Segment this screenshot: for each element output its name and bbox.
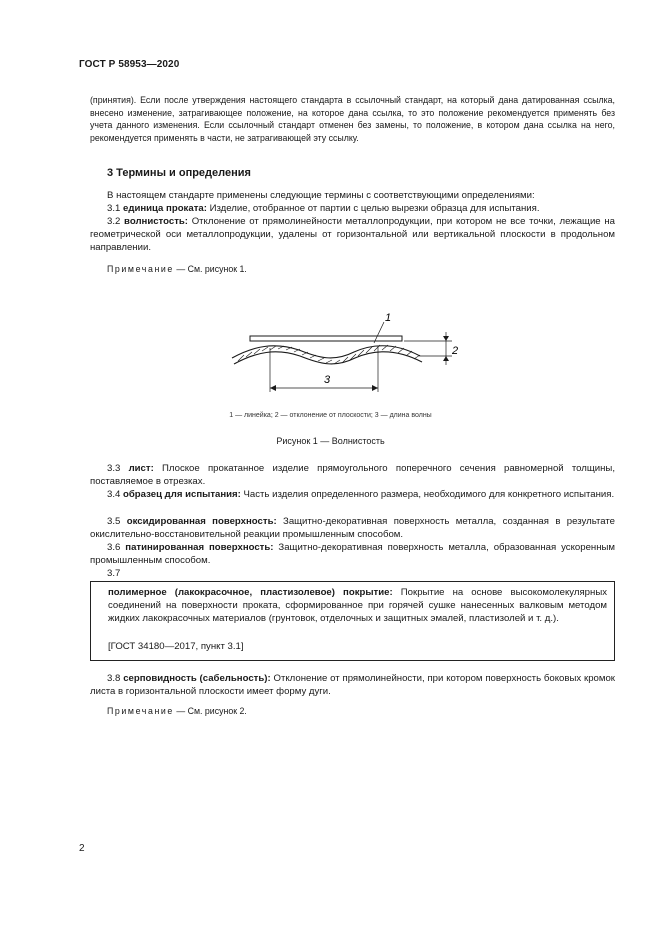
term-3-4 — [90, 488, 615, 501]
page-number: 2 — [79, 843, 85, 854]
intro-paragraph: (принятия). Если после утверждения настоящего стандарта в ссылочный стандарт, на который дана датированная ссылка, внесено изменение, затрагивающее положение, на которое дана ссылка, то это положение рекомендуется применять без учета данного изменения. Если ссылочный стандарт отменен без замены, то положение, в котором дана ссылка на него, рекомендуется применять в части, не затрагивающей эту ссылку. — [90, 95, 615, 143]
section-lead: В настоящем стандарте применены следующие термины с соответствующими определениями: — [107, 190, 535, 201]
term-name: патинированная поверхность: — [125, 542, 274, 553]
deviation-arrow-top — [443, 336, 449, 341]
ruler-leader-line — [374, 322, 384, 343]
figure-1-waviness-diagram — [214, 306, 474, 406]
term-definition: Часть изделия определенного размера, необходимого для конкретного испытания. — [240, 489, 615, 500]
figure-1-title: Рисунок 1 — Волнистость — [276, 436, 385, 446]
term-number: 3.4 — [107, 489, 124, 500]
term-3-8 — [90, 672, 615, 698]
term-definition: Защитно-декоративная поверхность металла, образованная ускоренным промышленным способом. — [90, 542, 615, 566]
term-number: 3.8 — [107, 673, 124, 684]
note-figure-1 — [90, 263, 615, 276]
term-3-7-reference: [ГОСТ 34180—2017, пункт 3.1] — [108, 641, 244, 652]
label-2: 2 — [452, 345, 459, 357]
section-title: 3 Термины и определения — [107, 167, 251, 179]
term-3-5 — [90, 515, 615, 541]
term-definition: Плоское прокатанное изделие прямоугольного поперечного сечения равномерной толщины, поставляемое в отрезках. — [90, 463, 615, 487]
note-text: — См. рисунок 1. — [173, 264, 247, 274]
label-3: 3 — [324, 374, 331, 386]
ruler-shape — [250, 336, 402, 341]
term-name: оксидированная поверхность: — [126, 516, 277, 527]
term-number: 3.2 — [107, 216, 125, 227]
term-definition: Отклонение от прямолинейности, при котором поверхность боковых кромок листа в горизонтальной плоскости имеет форму дуги. — [90, 673, 615, 697]
term-name: волнистость: — [124, 216, 188, 227]
term-number: 3.5 — [107, 516, 127, 527]
term-name: лист: — [128, 463, 154, 474]
term-3-2 — [90, 215, 615, 254]
term-name: полимерное (лакокрасочное, пластизолевое) покрытие: — [108, 587, 393, 598]
label-1: 1 — [385, 312, 392, 324]
wavelength-arrow-right — [372, 385, 378, 391]
term-number: 3.6 — [107, 542, 126, 553]
term-3-3 — [90, 462, 615, 488]
term-definition: Изделие, отобранное от партии с целью вырезки образца для испытания. — [206, 203, 540, 214]
term-definition: Отклонение от прямолинейности металлопродукции, при котором не все точки, лежащие на геометрической оси металлопродукции, удалены от горизонтальной или вертикальной плоскости в продольном направлении. — [90, 216, 615, 253]
quoted-term-box — [90, 581, 615, 661]
figure-1-legend: 1 — линейка; 2 — отклонение от плоскости; 3 — длина волны — [229, 412, 432, 419]
term-3-7 — [108, 586, 607, 625]
note-text: — См. рисунок 2. — [173, 706, 247, 716]
term-number: 3.1 — [107, 203, 124, 214]
deviation-arrow-bottom — [443, 356, 449, 361]
term-name: серповидность (сабельность): — [123, 673, 271, 684]
term-definition: Покрытие на основе высокомолекулярных соединений на поверхности проката, сформированное при горячей сушке нанесенных валковым методом жидких лакокрасочных материалов (грунтовок, отделочных и защитных эмалей, пластизолей и т. д.). — [108, 587, 608, 624]
term-number: 3.3 — [107, 463, 129, 474]
term-definition: Защитно-декоративная поверхность металла, созданная в результате окислительно-восстановительной реакции промышленным способом. — [90, 516, 615, 540]
wavelength-arrow-left — [270, 385, 276, 391]
term-3-1 — [90, 202, 615, 215]
note-figure-2 — [90, 705, 615, 718]
note-label: Примечание — [107, 706, 174, 716]
note-label: Примечание — [107, 264, 174, 274]
term-name: единица проката: — [123, 203, 207, 214]
sheet-hatching — [238, 345, 420, 364]
term-3-6 — [90, 541, 615, 567]
document-header: ГОСТ Р 58953—2020 — [79, 59, 180, 70]
term-3-7-number: 3.7 — [107, 568, 121, 579]
term-name: образец для испытания: — [123, 489, 241, 500]
